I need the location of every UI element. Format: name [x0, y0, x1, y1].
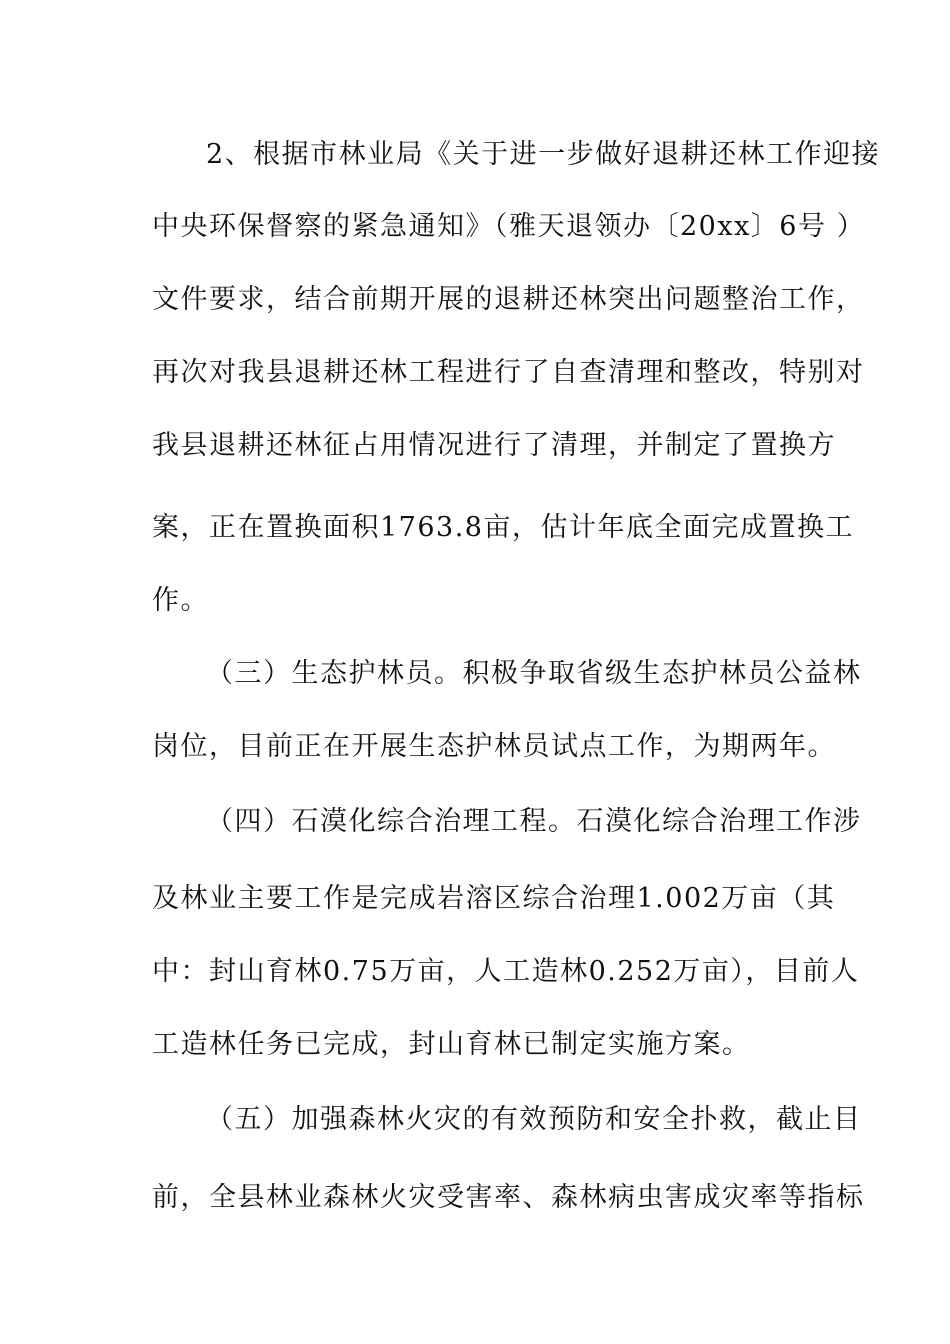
paragraph-2-line-3: 文件要求，结合前期开展的退耕还林突出问题整治工作， — [152, 284, 865, 315]
section-5-line-2: 前，全县林业森林火灾受害率、森林病虫害成灾率等指标 — [152, 1182, 865, 1213]
section-4-line-2: 及林业主要工作是完成岩溶区综合治理1.002万亩（其 — [152, 883, 836, 914]
paragraph-2-line-7: 作。 — [152, 585, 209, 616]
section-3-line-2: 岗位，目前正在开展生态护林员试点工作，为期两年。 — [152, 731, 836, 762]
section-3-line-1: （三）生态护林员。积极争取省级生态护林员公益林 — [206, 658, 862, 689]
section-4-line-4: 工造林任务已完成，封山育林已制定实施方案。 — [152, 1029, 751, 1060]
paragraph-2-line-2: 中央环保督察的紧急通知》（雅天退领办〔20xx〕6号 ） — [152, 211, 866, 242]
paragraph-2-line-5: 我县退耕还林征占用情况进行了清理，并制定了置换方 — [152, 430, 836, 461]
paragraph-2-line-6: 案，正在置换面积1763.8亩，估计年底全面完成置换工 — [152, 512, 854, 543]
paragraph-2-line-1: 2、根据市林业局《关于进一步做好退耕还林工作迎接 — [206, 139, 881, 170]
section-5-line-1: （五）加强森林火灾的有效预防和安全扑救，截止目 — [206, 1104, 862, 1135]
section-4-line-3: 中：封山育林0.75万亩，人工造林0.252万亩），目前人 — [152, 956, 860, 987]
paragraph-2-line-4: 再次对我县退耕还林工程进行了自查清理和整改，特别对 — [152, 357, 865, 388]
section-4-line-1: （四）石漠化综合治理工程。石漠化综合治理工作涉 — [206, 806, 862, 837]
